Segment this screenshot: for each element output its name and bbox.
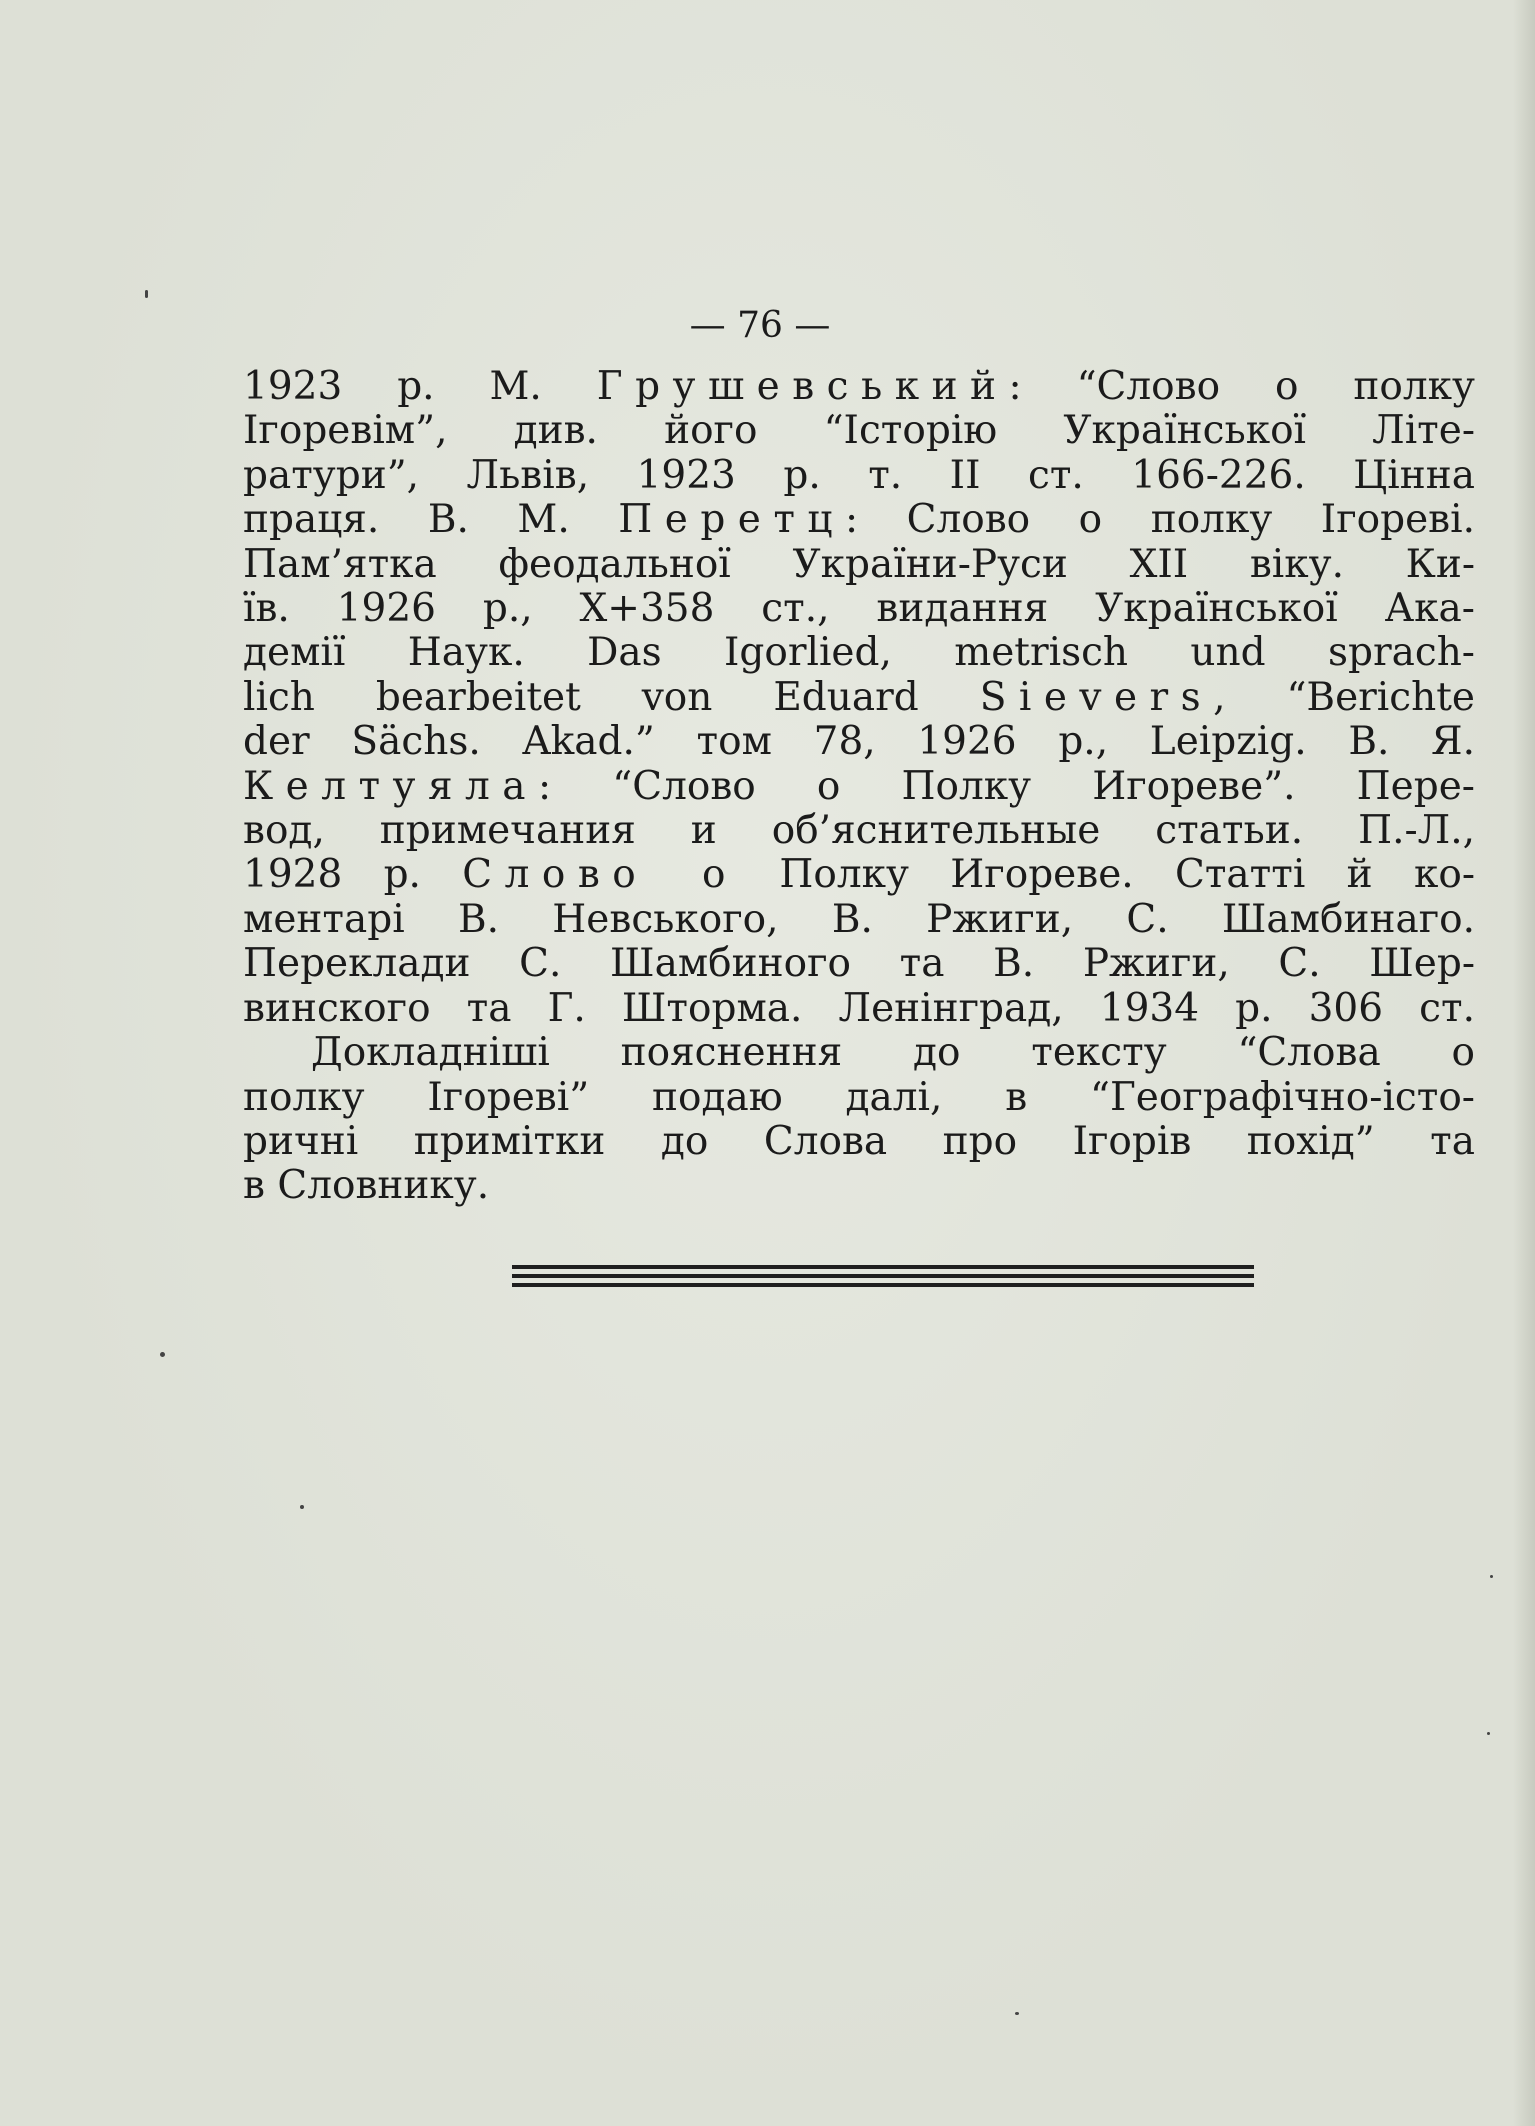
end-double-rule (512, 1265, 1254, 1292)
page-edge-shadow (1513, 0, 1535, 2126)
text-line-3: ратури”, Львів, 1923 р. т. II ст. 166-226. Цінна (243, 452, 1475, 498)
text-line-15: винского та Г. Шторма. Ленінград, 1934 р. 306 ст. (243, 985, 1475, 1031)
text-line-13: ментарі В. Невського, В. Ржиги, С. Шамбинаго. (243, 896, 1475, 942)
text-line-7: демії Наук. Das Igorlied, metrisch und sprach- (243, 630, 1475, 676)
rule-line-top (512, 1265, 1254, 1269)
scan-speck (1487, 1732, 1490, 1735)
text-line-1: 1923 р. М. Грушевський: “Слово о полку (243, 364, 1475, 409)
text-line-9: der Sächs. Akad.” том 78, 1926 р., Leipzig. В. Я. (243, 719, 1475, 765)
text-line-8: lich bearbeitet von Eduard Sievers, “Berichte (243, 674, 1475, 720)
text-line-10: Келтуяла: “Слово о Полку Игореве”. Пере- (243, 763, 1475, 809)
text-line-18: ричні примітки до Слова про Ігорів похід” та (243, 1118, 1475, 1164)
text-line-6: їв. 1926 р., X+358 ст., видання Української Ака- (243, 586, 1475, 632)
scan-speck (160, 1352, 165, 1357)
text-line-2: Ігоревім”, див. його “Історію Української Літе- (243, 408, 1475, 454)
scan-speck (145, 290, 148, 298)
scan-speck (300, 1505, 304, 1509)
text-line-4: праця. В. М. Перетц: Слово о полку Ігореві. (243, 497, 1475, 543)
text-line-19: в Словнику. (243, 1163, 490, 1209)
page-number: — 76 — (689, 305, 831, 346)
text-line-12: 1928 р. Слово о Полку Игореве. Статті й ко- (243, 852, 1475, 898)
spaced-author-name: Грушевський (596, 364, 1009, 409)
scan-speck (1490, 1575, 1493, 1578)
text-line-11: вод, примечания и об’яснительные статьи. П.-Л., (243, 808, 1475, 854)
spaced-author-name: Sievers (979, 674, 1214, 720)
text-line-5: Пам’ятка феодальної України-Руси XII віку. Ки- (243, 541, 1475, 587)
spaced-author-name: Слово о (462, 852, 739, 898)
spaced-author-name: Перетц (618, 497, 845, 543)
scan-speck (1015, 2012, 1019, 2015)
bibliography-text (243, 365, 1475, 1209)
spaced-author-name: Келтуяла (243, 763, 539, 809)
text-line-17: полку Ігореві” подаю далі, в “Географічно-істо- (243, 1074, 1475, 1120)
text-line-14: Переклади С. Шамбиного та В. Ржиги, С. Шер- (243, 941, 1475, 987)
rule-line-bottom (512, 1283, 1254, 1287)
rule-line-middle (512, 1274, 1254, 1278)
text-line-16: Докладніші пояснення до тексту “Слова о (311, 1030, 1475, 1076)
